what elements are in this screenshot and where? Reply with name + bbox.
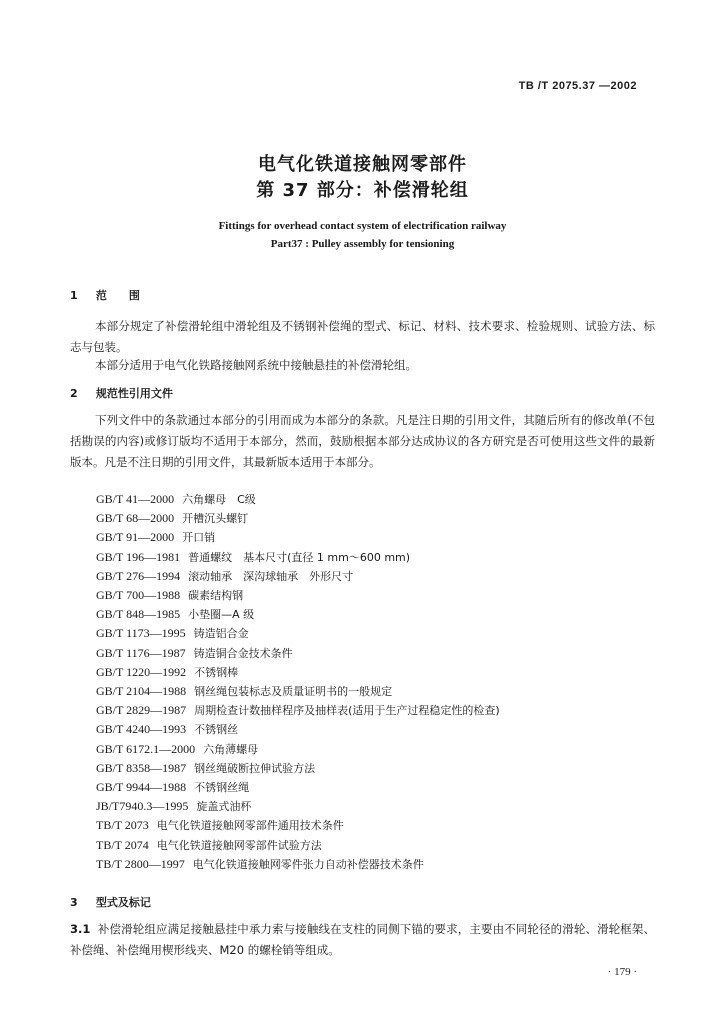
reference-title: 不锈钢丝绳 [194,781,250,795]
reference-list [96,490,500,874]
reference-title: 钢丝绳破断拉伸试验方法 [194,761,316,775]
reference-title: 不锈钢丝 [194,723,239,737]
reference-title: 滚动轴承 深沟球轴承 外形尺寸 [188,569,354,583]
reference-code: GB/T 6172.1—2000 [96,741,196,756]
reference-item [96,605,500,624]
reference-code: TB/T 2074 [96,837,149,852]
reference-item [96,586,500,605]
reference-item [96,548,500,567]
reference-title: 旋盖式油杯 [196,800,252,814]
title-en-line1: Fittings for overhead contact system of electrification railway [218,220,507,232]
reference-title: 钢丝绳包装标志及质量证明书的一般规定 [194,685,393,699]
section-title: 型式及标记 [95,896,151,909]
section-number: 1 [70,289,78,302]
reference-title: 六角薄螺母 [203,742,259,756]
reference-code: JB/T7940.3—1995 [96,799,189,814]
reference-title: 碳素结构钢 [188,589,244,603]
reference-title: 开槽沉头螺钉 [182,512,249,526]
reference-item [96,816,500,835]
title-zh-line1: 电气化铁道接触网零部件 [258,154,467,175]
reference-title: 电气化铁道接触网零部件试验方法 [156,838,322,852]
reference-code: GB/T 848—1985 [96,607,181,622]
reference-code: TB/T 2073 [96,818,149,833]
section-2-para: 下列文件中的条款通过本部分的引用而成为本部分的条款。凡是注日期的引用文件，其随后所有的修改单(不包括勘误的内容)或修订版均不适用于本部分，然而，鼓励根据本部分达成协议的各方研究是否可使用这些文件的最新版本。凡是不注日期的引用文件，其最新版本适用于本部分。 [70,413,655,469]
section-title: 范 围 [95,289,140,302]
section-3-heading [70,894,151,910]
reference-item [96,644,500,663]
page-number: · 179 · [607,966,637,978]
section-number: 2 [70,387,78,400]
subsection-number: 3.1 [70,922,91,936]
reference-code: GB/T 1173—1995 [96,626,186,641]
reference-item [96,797,500,816]
reference-item [96,759,500,778]
reference-item [96,509,500,528]
subsection-text: 补偿滑轮组应满足接触悬挂中承力索与接触线在支柱的同侧下锚的要求，主要由不同轮径的滑轮、滑轮框架、补偿绳、补偿绳用楔形线夹、M20 的螺栓销等组成。 [70,922,655,957]
reference-item [96,720,500,739]
reference-item [96,528,500,547]
reference-code: GB/T 68—2000 [96,511,175,526]
reference-item [96,701,500,720]
title-en-line2: Part37 : Pulley assembly for tensioning [270,238,455,250]
section-number: 3 [70,896,78,909]
reference-item [96,778,500,797]
standard-code: TB /T 2075.37 —2002 [518,80,637,92]
section-2-heading [70,385,173,401]
reference-code: GB/T 196—1981 [96,549,181,564]
section-title: 规范性引用文件 [95,387,173,400]
reference-item [96,855,500,874]
reference-title: 铸造铝合金 [193,627,249,641]
reference-code: GB/T 91—2000 [96,530,175,545]
section-1-heading [70,287,140,303]
reference-code: GB/T 276—1994 [96,568,181,583]
reference-title: 不锈钢棒 [194,665,239,679]
reference-code: GB/T 1176—1987 [96,645,186,660]
reference-title: 周期检查计数抽样程序及抽样表(适用于生产过程稳定性的检查) [194,704,500,718]
reference-item [96,740,500,759]
reference-title: 普通螺纹 基本尺寸(直径 1 mm～600 mm) [188,550,411,564]
reference-title: 六角螺母 C级 [182,493,256,506]
reference-code: GB/T 8358—1987 [96,760,187,775]
reference-title: 电气化铁道接触网零件张力自动补偿器技术条件 [192,857,424,871]
reference-title: 开口销 [182,531,216,545]
title-zh-line2: 第 37 部分：补偿滑轮组 [256,180,469,201]
section-1-para-2: 本部分适用于电气化铁路接触网系统中接触悬挂的补偿滑轮组。 [95,358,417,372]
reference-code: GB/T 2104—1988 [96,684,187,699]
section-3-1-para [70,919,655,961]
reference-item [96,663,500,682]
reference-code: GB/T 700—1988 [96,588,181,603]
reference-code: GB/T 2829—1987 [96,703,187,718]
reference-item [96,624,500,643]
section-1-para-1: 本部分规定了补偿滑轮组中滑轮组及不锈钢补偿绳的型式、标记、材料、技术要求、检验规则、试验方法、标志与包装。 [70,319,655,354]
reference-item [96,682,500,701]
reference-item [96,567,500,586]
reference-title: 电气化铁道接触网零部件通用技术条件 [156,819,344,833]
reference-code: GB/T 9944—1988 [96,780,187,795]
reference-code: GB/T 4240—1993 [96,722,187,737]
reference-item [96,836,500,855]
reference-item [96,490,500,509]
reference-title: 小垫圈—A 级 [188,608,255,622]
reference-code: TB/T 2800—1997 [96,856,185,871]
reference-code: GB/T 1220—1992 [96,664,187,679]
reference-code: GB/T 41—2000 [96,492,175,506]
reference-title: 铸造铜合金技术条件 [193,646,293,660]
